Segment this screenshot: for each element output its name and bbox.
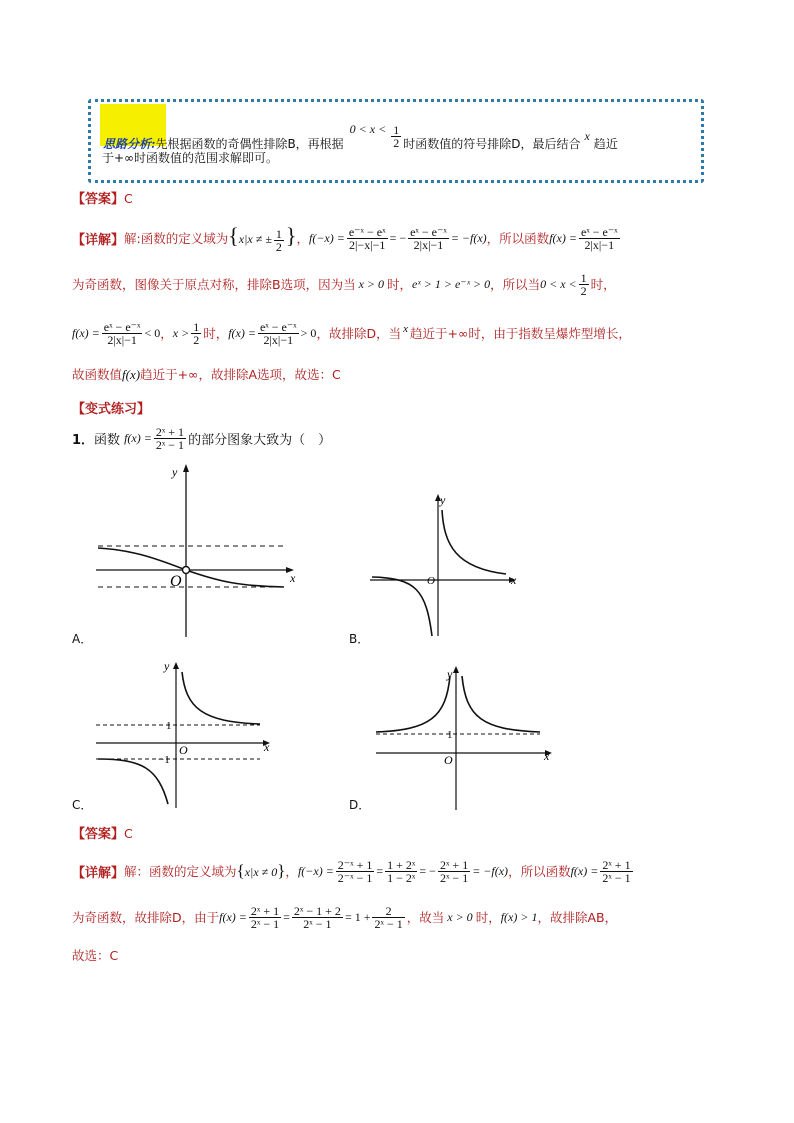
question: 1． 函数 f(x) = $\frac{\text{2ˣ + 1}}{\text{2ˣ − 1}}$ 的部分图象大致为（ ）	[72, 424, 332, 452]
answer2	[72, 823, 133, 842]
graph-b-y-label: y	[440, 493, 446, 507]
graph-c-origin: O	[179, 743, 188, 757]
hint-text-c: 趋近	[593, 136, 618, 151]
hint-var-x: x	[584, 128, 590, 143]
option-b[interactable]: B．	[349, 632, 370, 646]
detail2-line3: 故选：C	[72, 948, 119, 963]
detail1-line3: f(x) = $\frac{\text{eˣ − e⁻ˣ}}{2|x|-1}$ < 0 ， x > $\frac{1}{2}$ 时， f(x) = $\frac{\text{eˣ − e⁻ˣ}}{2|x|-1}$ > 0 ，故排除D，当 x 趋近于+∞时，由于指数呈爆炸型增长，	[72, 319, 631, 347]
hint-text-b: 时函数值的符号排除D，最后结合	[403, 136, 581, 151]
graph-b	[366, 490, 526, 640]
graph-a	[90, 462, 310, 640]
graph-d-origin: O	[444, 753, 453, 767]
graph-c-tick-pos: 1	[166, 720, 172, 732]
hint-label: 思路分析:	[103, 136, 156, 151]
graph-a-y-label: y	[172, 465, 178, 479]
graph-c-tick-neg: −1	[158, 754, 170, 766]
option-c[interactable]: C．	[72, 798, 93, 812]
option-a[interactable]: A．	[72, 632, 93, 646]
variant-label: 【变式练习】	[72, 402, 151, 417]
graph-d-x-label: x	[544, 749, 550, 763]
graph-c-x-label: x	[264, 740, 270, 754]
graph-b-origin: O	[427, 575, 435, 587]
graph-b-x-label: x	[511, 573, 517, 587]
answer1	[72, 188, 133, 207]
graph-a-x-label: x	[290, 571, 296, 585]
hint-ineq: 0 < x < $\frac{1}{2}$	[349, 121, 400, 150]
detail1-line2: 为奇函数，图像关于原点对称，排除B选项，因为当 x > 0 时， eˣ > 1 > e⁻ˣ > 0 ，所以当 0 < x < $\frac{1}{2}$ 时，	[72, 270, 616, 298]
answer-value: C	[124, 191, 133, 206]
domain-set-2: {x|x ≠ 0}	[236, 861, 286, 880]
question-number: 1．	[72, 432, 95, 448]
option-d[interactable]: D．	[349, 798, 371, 812]
detail1-line1: 【详解】 解:函数的定义域为 {x|x ≠ ± $\frac{1}{2}$ } ， f(−x) = $\frac{\text{e⁻ˣ − eˣ}}{2|-x|-1}$ = − $\frac{\text{eˣ − e⁻ˣ}}{2|x|-1}$ = −f(x) ，所以函数 f(x) = $\frac{\text{eˣ − e⁻ˣ}}{2|x|-1}$	[72, 223, 618, 254]
domain-set: {x|x ≠ ± $\frac{1}{2}$ }	[228, 223, 297, 254]
answer2-value: C	[124, 826, 133, 841]
graph-d-tick-pos: 1	[447, 729, 453, 741]
graph-c-y-label: y	[164, 659, 170, 673]
answer-label: 【答案】	[72, 192, 125, 207]
detail2-line1: 【详解】 解：函数的定义域为 {x|x ≠ 0} ， f(−x) = $\frac{\text{2⁻ˣ + 1}}{\text{2⁻ˣ − 1}}$ = $\frac{\text{1 + 2ˣ}}{\text{1 − 2ˣ}}$ = − $\frac{\text{2ˣ + 1}}{\text{2ˣ − 1}}$ = −f(x) ，所以函数 f(x) = $\frac{\text{2ˣ + 1}}{\text{2ˣ − 1}}$	[72, 857, 631, 885]
graph-a-origin: O	[170, 573, 182, 590]
detail-label: 【详解】	[72, 232, 125, 248]
hint-text-a: 先根据函数的奇偶性排除B，再根据	[155, 136, 344, 151]
detail1-line4: 故函数值f(x)趋近于+∞，故排除A选项，故选：C	[72, 367, 341, 382]
graph-c	[92, 658, 282, 810]
detail2-line2: 为奇函数，故排除D，由于 f(x) = $\frac{\text{2ˣ + 1}}{\text{2ˣ − 1}}$ = $\frac{\text{2ˣ − 1 + 2}}{\text{2ˣ − 1}}$ = 1 + $\frac{2}{\text{2ˣ − 1}}$ ，故当 x > 0 时， f(x) > 1 ，故排除AB，	[72, 903, 618, 931]
answer2-label: 【答案】	[72, 827, 125, 842]
graph-d	[372, 662, 558, 812]
graph-d-y-label: y	[447, 667, 453, 681]
hint-line2: 于+∞时函数值的范围求解即可。	[102, 151, 279, 165]
